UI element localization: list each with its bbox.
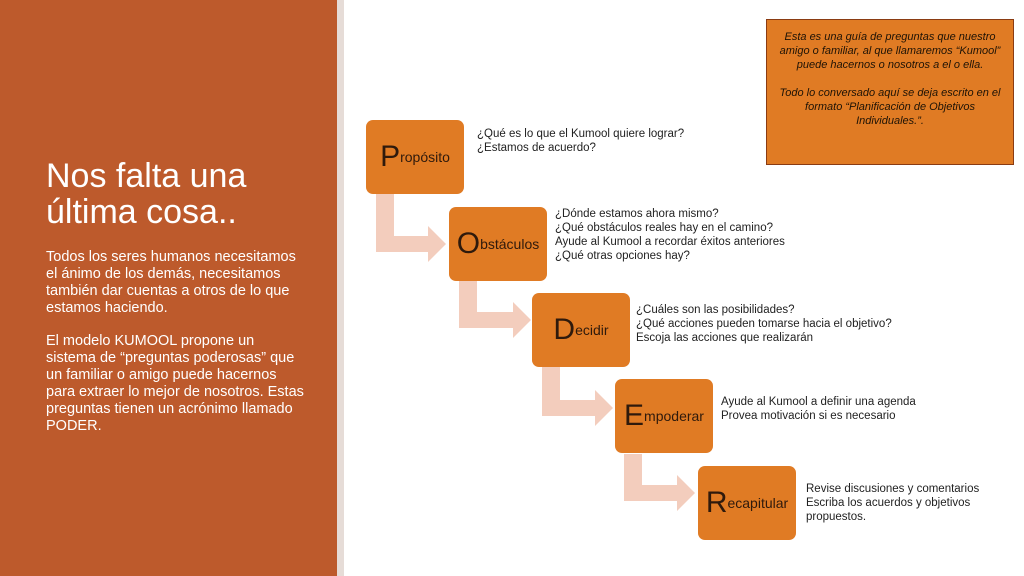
connector-arrow-3 [542, 367, 613, 426]
question-item: ¿Qué acciones pueden tomarse hacia el objetivo? [636, 318, 892, 330]
connector-arrow-4 [624, 454, 695, 511]
body-paragraph-1: Todos los seres humanos necesitamos el ánimo de los demás, necesitamos también dar cuentas a otros de lo que estamos haciendo. [46, 249, 296, 316]
step-rest: mpoderar [644, 408, 704, 424]
slide-title: Nos falta una última cosa.. [46, 157, 247, 231]
question-item: Escoja las acciones que realizarán [636, 332, 814, 344]
step-box-decidir [532, 293, 630, 367]
question-item: ¿Dónde estamos ahora mismo? [555, 208, 719, 220]
connector-arrow-1 [376, 194, 446, 262]
body-paragraph-2: El modelo KUMOOL propone un sistema de “preguntas poderosas” que un familiar o amigo puede hacernos para extraer lo mejor de nosotros. Estas preguntas tienen un acrónimo llamado PODER. [46, 333, 304, 434]
questions-decidir [636, 303, 892, 345]
question-item: propuestos. [806, 511, 867, 523]
note-line-2: Todo lo conversado aquí se deja escrito en el formato “Planificación de Objetivos Individuales.”. [779, 87, 1001, 127]
note-line-1: Esta es una guía de preguntas que nuestro amigo o familiar, al que llamaremos “Kumool” puede hacernos o nosotros a el o ella. [779, 31, 1001, 71]
question-item: Ayude al Kumool a definir una agenda [721, 396, 916, 408]
step-box-empoderar [615, 379, 713, 453]
questions-proposito [477, 127, 684, 155]
step-initial: P [380, 140, 401, 173]
step-rest: ecidir [575, 322, 609, 338]
question-item: Provea motivación si es necesario [721, 410, 896, 422]
step-box-proposito [366, 120, 464, 194]
step-initial: E [624, 399, 645, 432]
step-rest: bstáculos [480, 236, 540, 252]
step-box-obstaculos [449, 207, 547, 281]
question-item: ¿Qué obstáculos reales hay en el camino? [555, 222, 773, 234]
step-initial: D [553, 313, 576, 346]
step-rest: ropósito [400, 149, 450, 165]
questions-recapitular [806, 482, 979, 524]
connector-arrow-2 [459, 281, 531, 338]
questions-obstaculos [555, 207, 785, 263]
question-item: ¿Estamos de acuerdo? [477, 142, 596, 154]
step-box-recapitular [698, 466, 796, 540]
step-initial: R [705, 486, 728, 519]
step-rest: ecapitular [727, 495, 789, 511]
question-item: Revise discusiones y comentarios [806, 483, 980, 495]
question-item: Ayude al Kumool a recordar éxitos anteriores [555, 236, 785, 248]
question-item: Escriba los acuerdos y objetivos [806, 497, 971, 509]
step-initial: O [456, 227, 481, 260]
question-item: ¿Qué otras opciones hay? [555, 250, 690, 262]
questions-empoderar [721, 395, 916, 423]
question-item: ¿Qué es lo que el Kumool quiere lograr? [477, 128, 685, 140]
question-item: ¿Cuáles son las posibilidades? [636, 304, 795, 316]
